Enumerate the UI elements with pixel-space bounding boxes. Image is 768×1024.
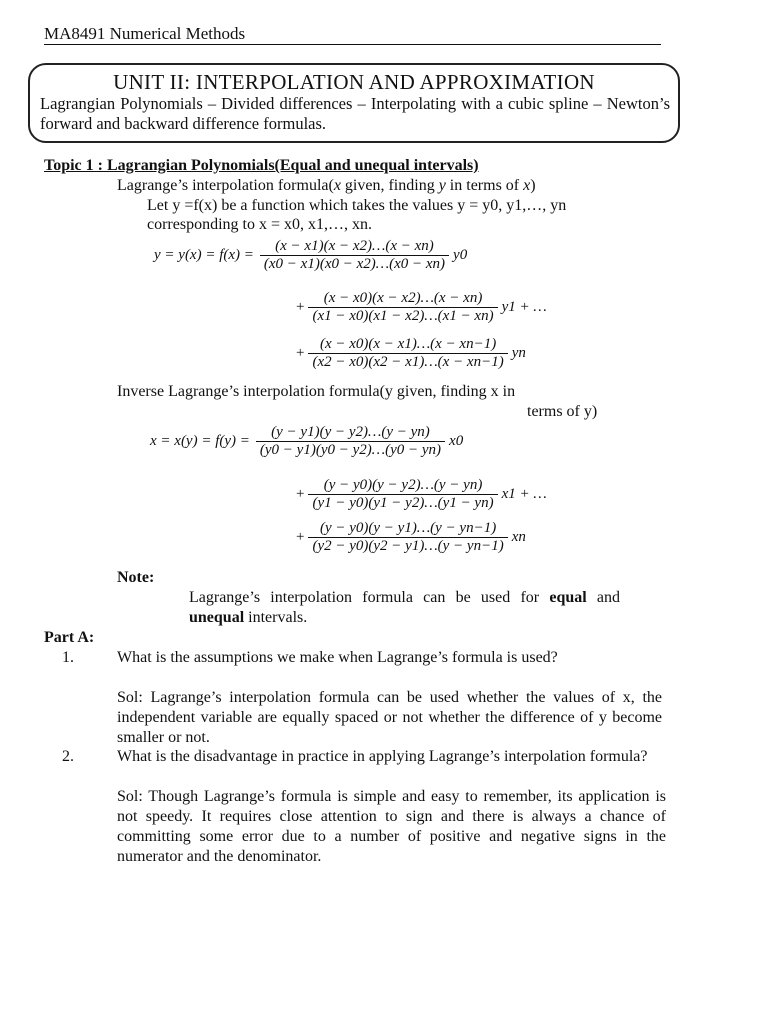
note-label: Note: bbox=[117, 569, 155, 586]
inverse-den-3: (y2 − y0)(y2 − y1)…(y − yn−1) bbox=[312, 538, 504, 554]
course-header: MA8491 Numerical Methods bbox=[44, 24, 246, 43]
plus-sign: + bbox=[296, 486, 305, 502]
inverse-factor-3: xn bbox=[511, 529, 526, 545]
inverse-lhs: x = x(y) = f(y) = bbox=[150, 433, 250, 449]
inverse-num-1: (y − y1)(y − y2)…(y − yn) bbox=[256, 424, 445, 442]
q1-solution: Sol: Lagrange’s interpolation formula can be used whether the values of x, the independent variable are equally spaced or not whether the difference of y become smaller or not. bbox=[117, 689, 662, 746]
inverse-den-1: (y0 − y1)(y0 − y2)…(y0 − yn) bbox=[259, 442, 442, 458]
inverse-den-2: (y1 − y0)(y1 − y2)…(y1 − yn) bbox=[312, 495, 494, 511]
lagrange-factor-1: y0 bbox=[453, 247, 468, 263]
inverse-term-2 bbox=[296, 477, 547, 512]
lagrange-term-3 bbox=[296, 336, 526, 371]
header-rule bbox=[44, 44, 661, 45]
inverse-num-3: (y − y0)(y − y1)…(y − yn−1) bbox=[308, 520, 507, 538]
inverse-factor-2: x1 + … bbox=[501, 486, 547, 502]
plus-sign: + bbox=[296, 345, 305, 361]
lagrange-term-1 bbox=[154, 238, 467, 273]
q1-text: What is the assumptions we make when Lagrange’s formula is used? bbox=[117, 649, 558, 666]
lagrange-num-2: (x − x0)(x − x2)…(x − xn) bbox=[308, 290, 497, 308]
lagrange-den-3: (x2 − x0)(x2 − x1)…(x − xn−1) bbox=[312, 354, 504, 370]
lagrange-num-1: (x − x1)(x − x2)…(x − xn) bbox=[260, 238, 449, 256]
inverse-fraction-1 bbox=[256, 424, 445, 459]
q2-solution: Sol: Though Lagrange’s formula is simple and easy to remember, its application is not speedy. It requires close attention to sign and there is always a chance of committing some error due to a number of positive and negative signs in the numerator and the denominator. bbox=[117, 788, 666, 865]
inverse-num-2: (y − y0)(y − y2)…(y − yn) bbox=[308, 477, 497, 495]
note-text: Lagrange’s interpolation formula can be used for equal and unequal intervals. bbox=[189, 589, 621, 626]
inverse-fraction-3 bbox=[308, 520, 507, 555]
inverse-heading: Inverse Lagrange’s interpolation formula(y given, finding x in bbox=[117, 383, 516, 400]
topic-heading: Topic 1 : Lagrangian Polynomials(Equal and unequal intervals) bbox=[44, 157, 479, 174]
plus-sign: + bbox=[296, 299, 305, 315]
q2-number: 2. bbox=[62, 748, 74, 765]
lagrange-term-2 bbox=[296, 290, 547, 325]
lagrange-heading: Lagrange’s interpolation formula(x given, finding y in terms of x) bbox=[117, 177, 536, 194]
part-a-label: Part A: bbox=[44, 629, 95, 646]
lagrange-den-1: (x0 − x1)(x0 − x2)…(x0 − xn) bbox=[263, 256, 446, 272]
lagrange-fraction-2 bbox=[308, 290, 497, 325]
inverse-term-3 bbox=[296, 520, 526, 555]
unit-title: UNIT II: INTERPOLATION AND APPROXIMATION bbox=[113, 70, 595, 94]
inverse-term-1 bbox=[150, 424, 463, 459]
inverse-factor-1: x0 bbox=[449, 433, 464, 449]
let-line: Let y =f(x) be a function which takes the values y = y0, y1,…, yn bbox=[147, 197, 567, 214]
unit-subtitle: Lagrangian Polynomials – Divided differences – Interpolating with a cubic spline – Newton’s forward and backward difference formulas. bbox=[40, 94, 670, 133]
lagrange-fraction-1 bbox=[260, 238, 449, 273]
lagrange-num-3: (x − x0)(x − x1)…(x − xn−1) bbox=[308, 336, 507, 354]
plus-sign: + bbox=[296, 529, 305, 545]
lagrange-fraction-3 bbox=[308, 336, 507, 371]
lagrange-factor-3: yn bbox=[511, 345, 526, 361]
corresponding-line: corresponding to x = x0, x1,…, xn. bbox=[147, 216, 372, 233]
q2-text: What is the disadvantage in practice in applying Lagrange’s interpolation formula? bbox=[117, 748, 648, 765]
inverse-heading-cont: terms of y) bbox=[527, 403, 598, 420]
lagrange-den-2: (x1 − x0)(x1 − x2)…(x1 − xn) bbox=[312, 308, 494, 324]
q1-number: 1. bbox=[62, 649, 74, 666]
lagrange-lhs: y = y(x) = f(x) = bbox=[154, 247, 254, 263]
lagrange-factor-2: y1 + … bbox=[501, 299, 547, 315]
inverse-fraction-2 bbox=[308, 477, 497, 512]
